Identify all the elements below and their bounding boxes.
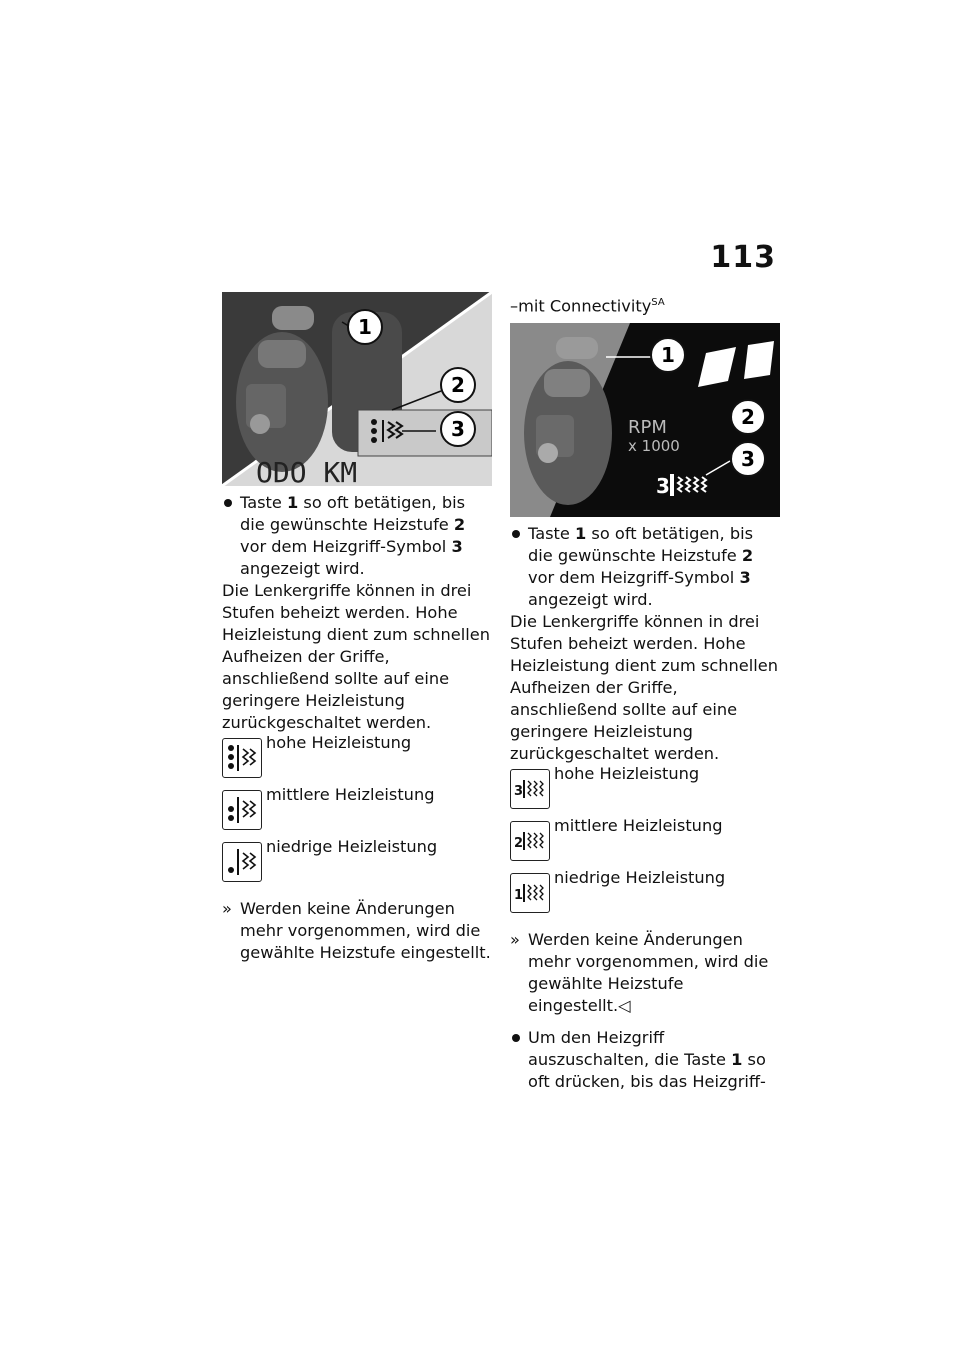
step-select-level: Taste 1 so oft betätigen, bis die gewünschte Heizstufe 2 vor dem Heizgriff-Symbol 3 angezeigt wird.: [510, 523, 782, 611]
callout-3: 3: [451, 417, 465, 441]
heat-level-3-icon: [510, 769, 550, 809]
result-arrow-icon: »: [510, 930, 520, 950]
right-figure: [510, 323, 780, 517]
level-low: niedrige Heizleistung: [222, 838, 494, 890]
callout-2: 2: [451, 373, 465, 397]
heating-description: Die Lenkergriffe können in drei Stufen beheizt werden. Hohe Heizleistung dient zum schnellen Aufheizen der Griffe, anschließend sollte auf eine geringere Heizleistung zurückgeschaltet werden.: [510, 612, 778, 764]
display-odo-text: ODO KM: [256, 456, 358, 486]
result-arrow-icon: »: [222, 899, 232, 918]
connectivity-switch-illustration: [510, 323, 780, 517]
heating-description: Die Lenkergriffe können in drei Stufen beheizt werden. Hohe Heizleistung dient zum schnellen Aufheizen der Griffe, anschließend sollte auf eine geringere Heizleistung zurückgeschaltet werden.: [222, 581, 490, 732]
page-number: 113: [710, 240, 776, 275]
bullet-dot: [512, 1034, 520, 1042]
callout-1: 1: [661, 343, 675, 368]
heat-mid-icon: [222, 790, 262, 830]
callout-3: 3: [741, 447, 755, 472]
connectivity-subhead: –mit Connectivity$^{SA}$: [510, 296, 665, 316]
display-x1000-text: x 1000: [628, 437, 680, 456]
level-low: 1 niedrige Heizleistung: [510, 869, 782, 921]
result-note: » Werden keine Änderungen mehr vorgenommen, wird die gewählte Heizstufe eingestellt.: [222, 899, 491, 962]
left-column: [222, 292, 494, 964]
level-high: 3 hohe Heizleistung: [510, 765, 782, 817]
svg-text:3: 3: [514, 784, 524, 800]
level-mid: mittlere Heizleistung: [222, 786, 494, 838]
level-high: hohe Heizleistung: [222, 734, 494, 786]
heat-level-1-icon: [510, 873, 550, 913]
bullet-dot: [512, 530, 520, 538]
heat-level-2-icon: [510, 821, 550, 861]
svg-text:1: 1: [514, 888, 524, 904]
display-rpm-text: RPM: [628, 417, 667, 439]
step-switch-off: Um den Heizgriff auszuschalten, die Taste 1 so oft drücken, bis das Heizgriff-: [510, 1027, 782, 1093]
svg-text:2: 2: [514, 836, 524, 852]
bullet-dot: [224, 499, 232, 507]
callout-1: 1: [358, 315, 372, 339]
left-figure: [222, 292, 492, 486]
step-select-level: Taste 1 so oft betätigen, bis die gewünschte Heizstufe 2 vor dem Heizgriff-Symbol 3 angezeigt wird.: [222, 492, 494, 580]
display-level-digit: 3: [656, 474, 670, 499]
callout-2: 2: [741, 405, 755, 430]
level-mid: 2 mittlere Heizleistung: [510, 817, 782, 869]
heat-low-icon: [222, 842, 262, 882]
heat-high-icon: [222, 738, 262, 778]
handlebar-switch-illustration: [222, 292, 492, 486]
right-column: [510, 292, 782, 1093]
result-note: » Werden keine Änderungen mehr vorgenommen, wird die gewählte Heizstufe eingestellt.◁: [510, 930, 769, 1016]
